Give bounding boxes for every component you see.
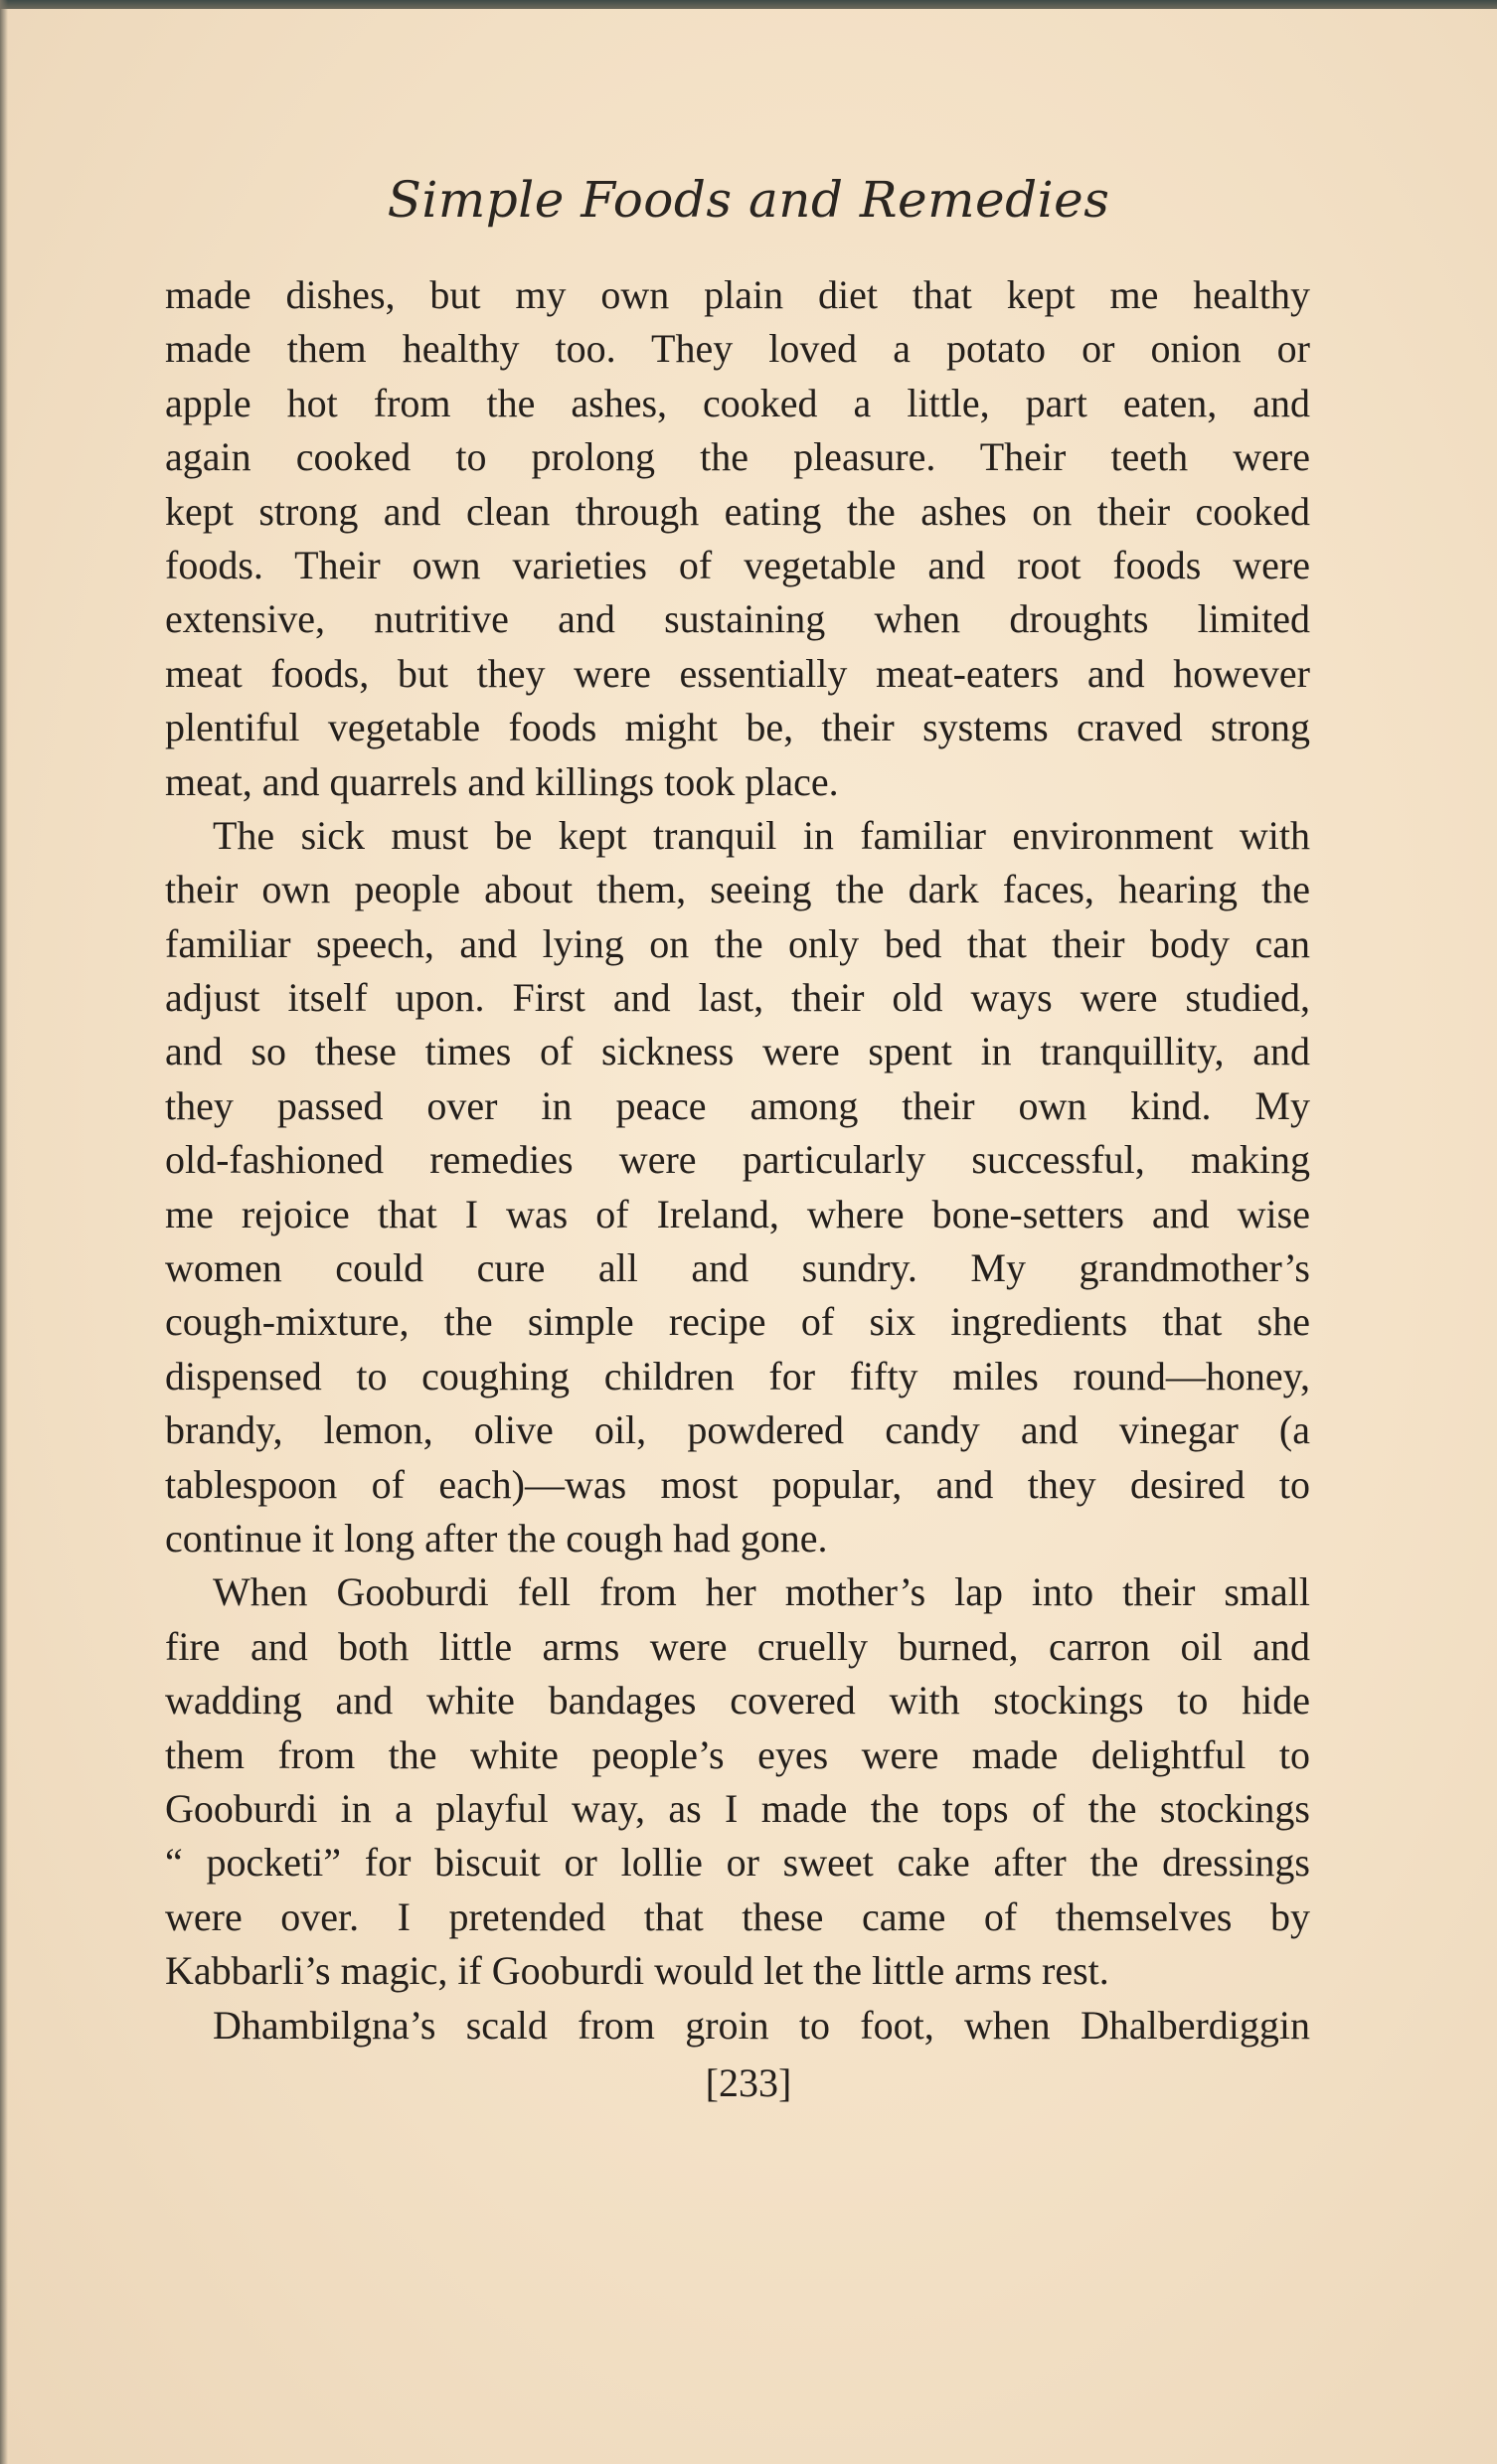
text-line: Kabbarli’s magic, if Gooburdi would let the little arms rest.: [165, 1948, 1109, 1994]
text-line: foods. Their own varieties of vegetable and root foods were: [165, 542, 1310, 587]
text-line: apple hot from the ashes, cooked a little, part eaten, and: [165, 380, 1310, 425]
text-line: fire and both little arms were cruelly burned, carron oil and: [165, 1623, 1310, 1669]
text-line: dispensed to coughing children for fifty miles round—honey,: [165, 1353, 1310, 1398]
text-line: and so these times of sickness were spent in tranquillity, and: [165, 1029, 1310, 1074]
text-line: adjust itself upon. First and last, their old ways were studied,: [165, 975, 1310, 1021]
text-line: meat, and quarrels and killings took place.: [165, 758, 839, 804]
text-line: familiar speech, and lying on the only bed that their body can: [165, 920, 1310, 966]
text-line: continue it long after the cough had gone.: [165, 1515, 828, 1561]
page-number: [233]: [705, 2060, 792, 2105]
text-line: The sick must be kept tranquil in familiar environment with: [213, 812, 1310, 858]
text-line: cough-mixture, the simple recipe of six ingredients that she: [165, 1299, 1310, 1345]
text-line: brandy, lemon, olive oil, powdered candy and vinegar (a: [165, 1407, 1310, 1453]
text-line: women could cure all and sundry. My grandmother’s: [165, 1245, 1310, 1291]
text-line: tablespoon of each)—was most popular, and they desired to: [165, 1461, 1310, 1507]
text-line: again cooked to prolong the pleasure. Their teeth were: [165, 434, 1310, 480]
text-line: their own people about them, seeing the dark faces, hearing the: [165, 867, 1310, 912]
text-line: meat foods, but they were essentially meat-eaters and however: [165, 650, 1310, 696]
page-top-edge: [0, 0, 1497, 9]
text-line: extensive, nutritive and sustaining when droughts limited: [165, 596, 1310, 642]
text-line: were over. I pretended that these came of themselves by: [165, 1893, 1310, 1939]
text-line: Gooburdi in a playful way, as I made the tops of the stockings: [165, 1785, 1310, 1831]
text-line: they passed over in peace among their own kind. My: [165, 1082, 1310, 1128]
running-head: Simple Foods and Remedies: [387, 171, 1110, 229]
body-text: [165, 268, 1310, 2053]
text-line: them from the white people’s eyes were made delightful to: [165, 1731, 1310, 1777]
text-line: kept strong and clean through eating the ashes on their cooked: [165, 488, 1310, 534]
text-line: wadding and white bandages covered with stockings to hide: [165, 1678, 1310, 1724]
text-line: “ pocketi” for biscuit or lollie or sweet cake after the dressings: [165, 1840, 1310, 1886]
text-line: Dhambilgna’s scald from groin to foot, when Dhalberdiggin: [213, 2002, 1310, 2048]
text-line: made dishes, but my own plain diet that kept me healthy: [165, 272, 1310, 317]
text-line: old-fashioned remedies were particularly successful, making: [165, 1137, 1310, 1183]
text-line: plentiful vegetable foods might be, their systems craved strong: [165, 705, 1310, 750]
text-line: made them healthy too. They loved a potato or onion or: [165, 326, 1310, 372]
text-line: When Gooburdi fell from her mother’s lap into their small: [213, 1569, 1310, 1615]
text-line: me rejoice that I was of Ireland, where bone-setters and wise: [165, 1191, 1310, 1236]
